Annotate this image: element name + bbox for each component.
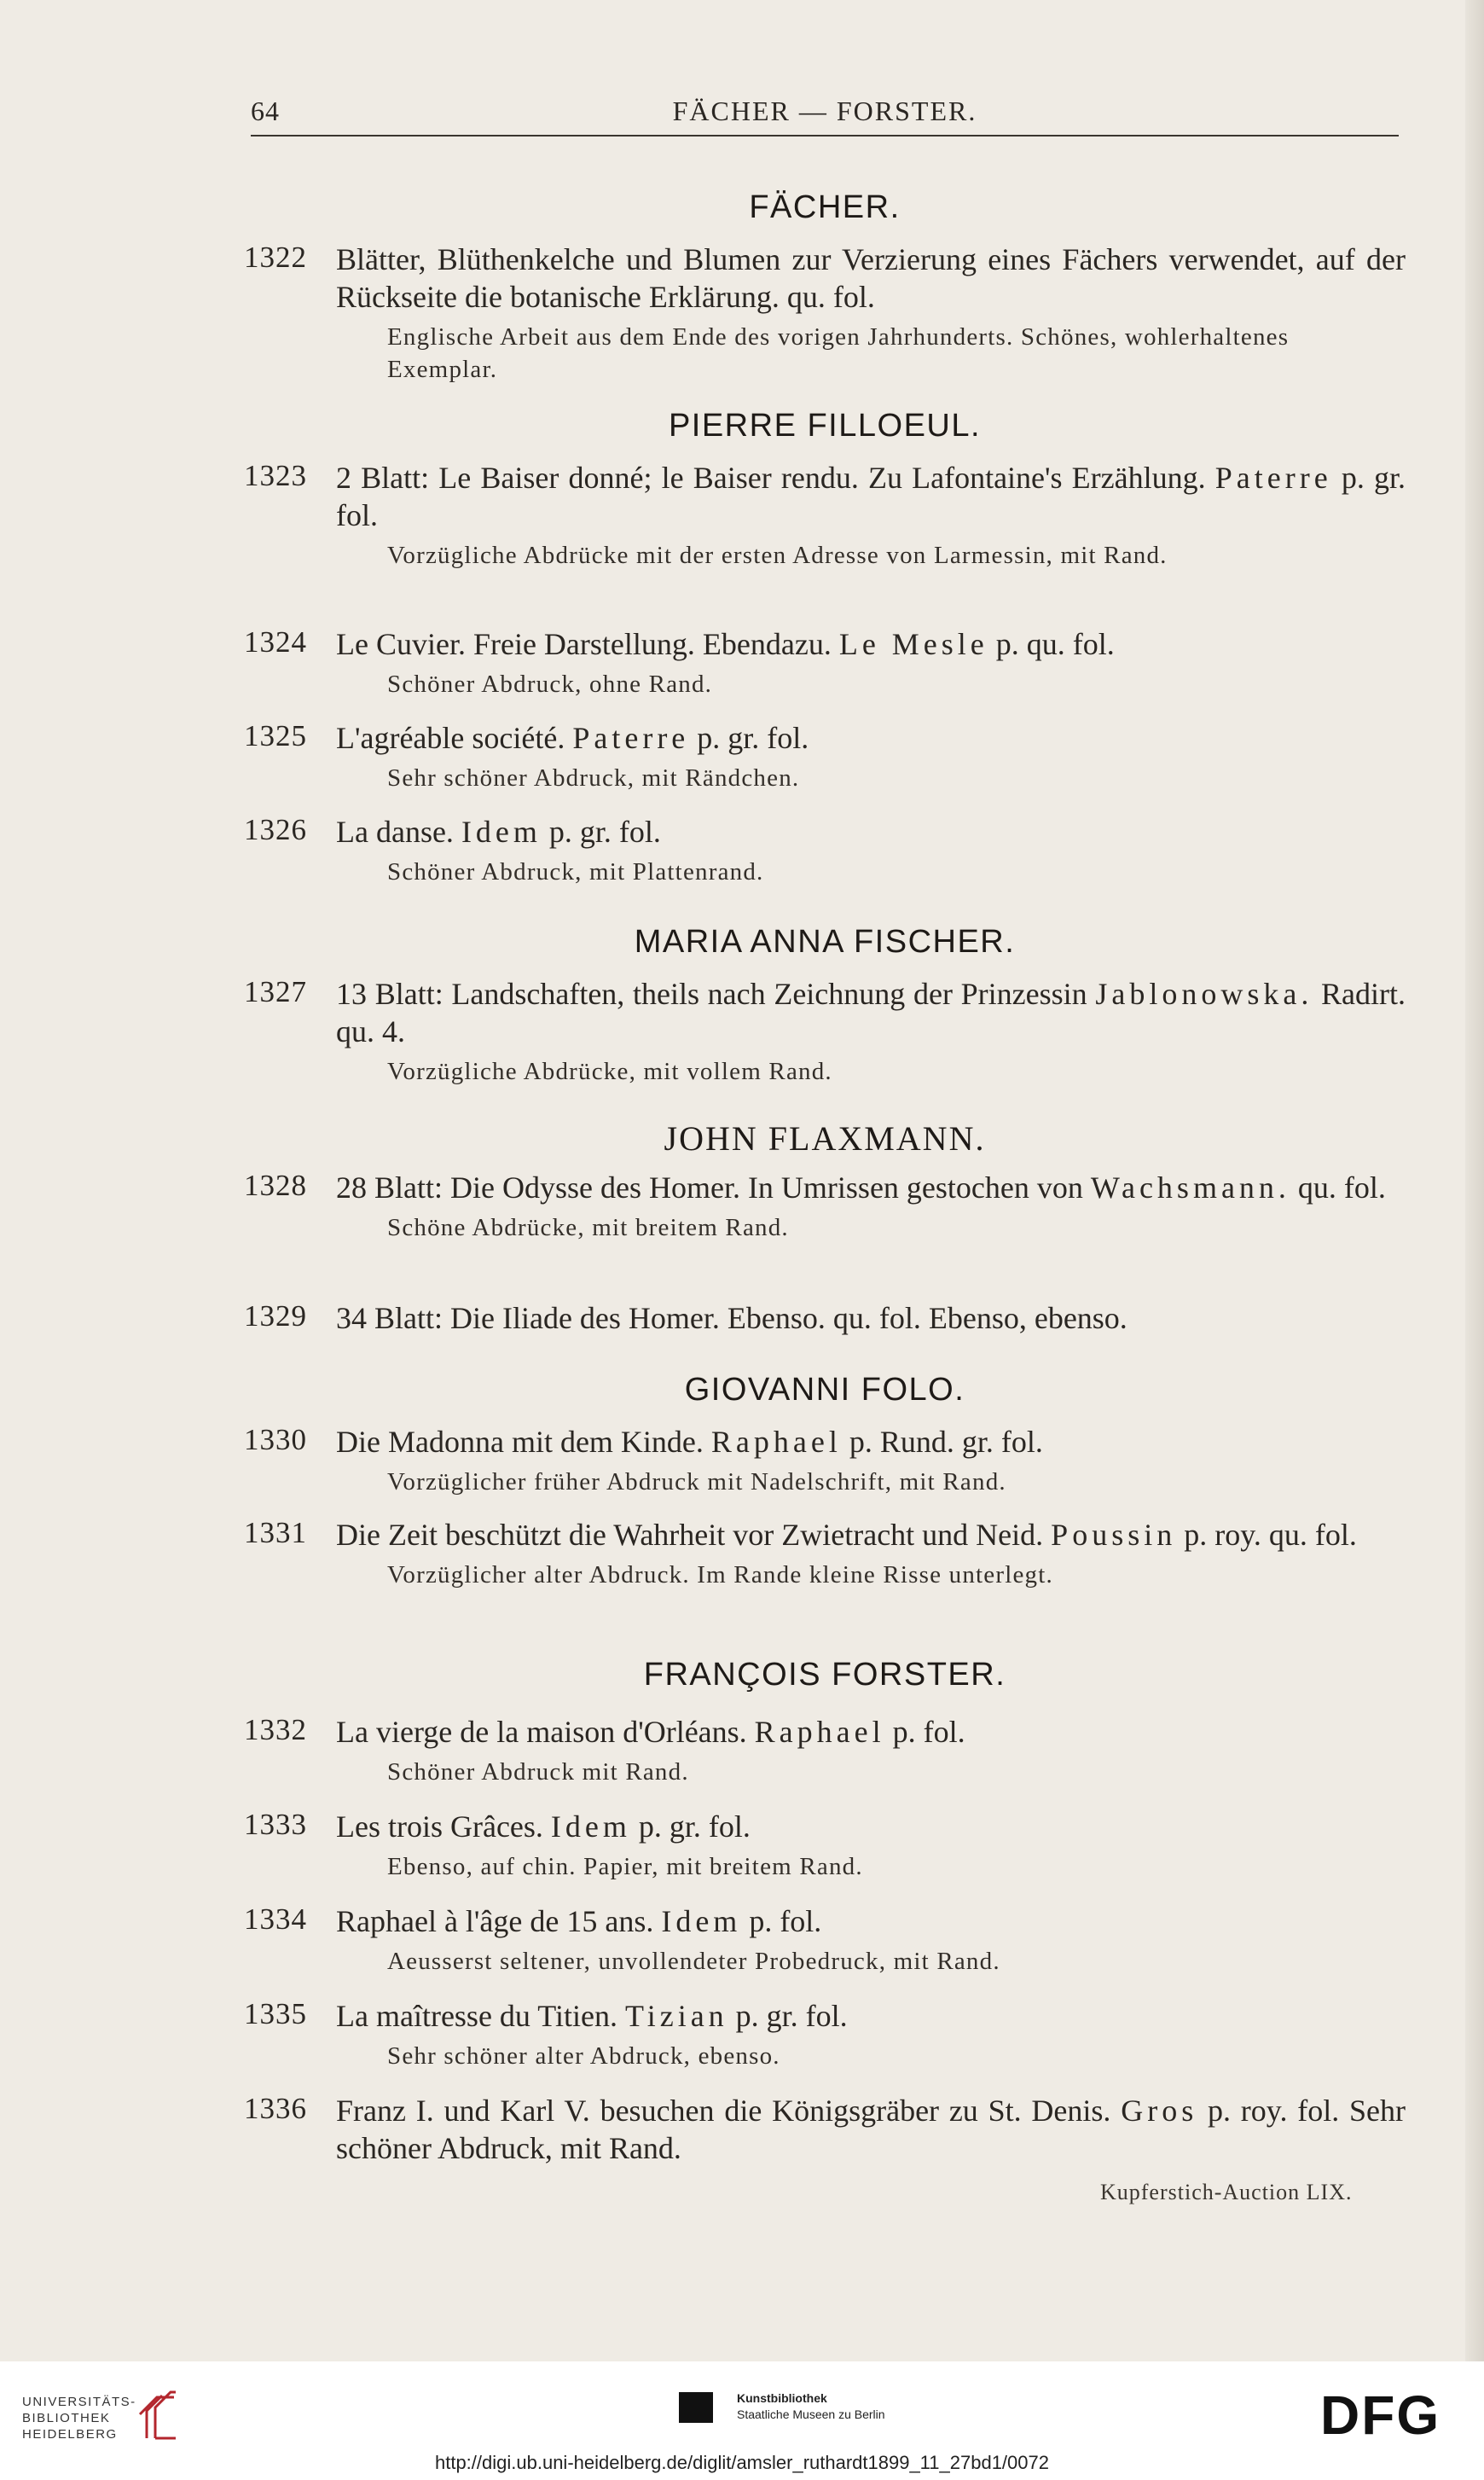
entry-title — [336, 719, 1406, 757]
entry-note: Schöne Abdrücke, mit breitem Rand. — [387, 1214, 789, 1241]
entry-title — [336, 1713, 1406, 1751]
entry-title — [336, 1808, 1406, 1845]
entry-artist: Idem — [550, 1809, 631, 1844]
lot-number: 1325 — [244, 719, 307, 752]
catalogue-entry — [244, 1516, 1406, 1591]
entry-artist: Raphael — [710, 1425, 842, 1459]
entry-title — [336, 1516, 1406, 1554]
entry-title-text: La vierge de la maison d'Orléans. — [336, 1715, 747, 1749]
entry-artist: Idem — [461, 815, 542, 849]
entry-note: Vorzügliche Abdrücke mit der ersten Adresse von Larmessin, mit Rand. — [387, 542, 1168, 569]
lot-number: 1329 — [244, 1299, 307, 1333]
entry-title — [336, 2092, 1406, 2167]
catalogue-entry — [244, 1997, 1406, 2072]
entry-format: p. fol. — [892, 1715, 965, 1749]
lot-number: 1335 — [244, 1997, 307, 2030]
section-heading: MARIA ANNA FISCHER. — [634, 924, 1016, 960]
catalogue-entry — [244, 1902, 1406, 1978]
section-heading: FÄCHER. — [749, 189, 901, 225]
catalogue-entry — [244, 241, 1406, 386]
university-line: UNIVERSITÄTS- — [22, 2395, 136, 2409]
section-heading: JOHN FLAXMANN. — [664, 1119, 986, 1158]
entry-note: Vorzügliche Abdrücke, mit vollem Rand. — [387, 1058, 832, 1085]
entry-note: Schöner Abdruck mit Rand. — [387, 1758, 689, 1786]
entry-artist: Jablonowska. — [1095, 977, 1313, 1011]
lot-number: 1331 — [244, 1516, 307, 1549]
entry-title — [336, 1423, 1406, 1461]
entry-format: Radirt. qu. 4. — [336, 977, 1406, 1048]
entry-title — [336, 459, 1406, 534]
section-heading: GIOVANNI FOLO. — [684, 1372, 965, 1408]
lot-number: 1322 — [244, 241, 307, 274]
catalogue-entry — [244, 975, 1406, 1088]
university-line: BIBLIOTHEK — [22, 2411, 111, 2425]
university-line: HEIDELBERG — [22, 2427, 118, 2442]
library-name: Kunstbibliothek — [737, 2391, 827, 2405]
section-heading: PIERRE FILLOEUL. — [668, 408, 982, 444]
kunstbibliothek-logo-icon[interactable] — [679, 2392, 713, 2423]
lot-number: 1330 — [244, 1423, 307, 1456]
catalogue-entry — [244, 813, 1406, 888]
entry-artist: Le Mesle — [838, 627, 988, 661]
lot-number: 1332 — [244, 1713, 307, 1746]
catalogue-entry — [244, 1808, 1406, 1883]
entry-format: p. roy. fol. Sehr schöner Abdruck, mit Rand. — [336, 2094, 1406, 2165]
lot-number: 1334 — [244, 1902, 307, 1936]
entry-format: qu. fol. — [1297, 1170, 1386, 1205]
entry-artist: Paterre — [572, 721, 690, 755]
entry-format: p. gr. fol. — [336, 461, 1406, 532]
running-head — [251, 96, 1399, 136]
entry-title — [336, 625, 1406, 663]
entry-title-text: Le Cuvier. Freie Darstellung. Ebendazu. — [336, 627, 832, 661]
lot-number: 1327 — [244, 975, 307, 1008]
university-seal-icon[interactable] — [136, 2389, 177, 2440]
running-title: FÄCHER — FORSTER. — [672, 96, 977, 126]
catalogue-entry — [244, 1299, 1406, 1337]
entry-note: Sehr schöner alter Abdruck, ebenso. — [387, 2042, 780, 2070]
entry-note: Ebenso, auf chin. Papier, mit breitem Rand. — [387, 1853, 863, 1880]
entry-format: p. roy. qu. fol. — [1184, 1518, 1357, 1552]
entry-format: p. gr. fol. — [735, 1999, 848, 2033]
entry-format: p. qu. fol. — [995, 627, 1115, 661]
entry-title-text: L'agréable société. — [336, 721, 565, 755]
catalogue-entry — [244, 1169, 1406, 1244]
catalogue-entry — [244, 1713, 1406, 1788]
entry-note: Sehr schöner Abdruck, mit Rändchen. — [387, 764, 800, 792]
entry-title-text: 2 Blatt: Le Baiser donné; le Baiser rendu. Zu Lafontaine's Erzählung. — [336, 461, 1206, 495]
entry-artist: Gros — [1121, 2094, 1198, 2128]
catalogue-entry — [244, 2092, 1406, 2167]
lot-number: 1326 — [244, 813, 307, 846]
library-credit[interactable] — [737, 2390, 885, 2423]
entry-note: Vorzüglicher früher Abdruck mit Nadelschrift, mit Rand. — [387, 1468, 1006, 1496]
entry-title-text: Die Zeit beschützt die Wahrheit vor Zwietracht und Neid. — [336, 1518, 1044, 1552]
lot-number: 1323 — [244, 459, 307, 492]
page-number: 64 — [251, 96, 280, 126]
entry-format: p. fol. — [749, 1904, 822, 1938]
lot-number: 1333 — [244, 1808, 307, 1841]
entry-title — [336, 975, 1406, 1050]
entry-format: p. gr. fol. — [697, 721, 809, 755]
section-heading: FRANÇOIS FORSTER. — [643, 1657, 1006, 1693]
entry-title — [336, 813, 1406, 851]
university-logo-text[interactable] — [22, 2394, 136, 2442]
permalink-url[interactable]: http://digi.ub.uni-heidelberg.de/diglit/amsler_ruthardt1899_11_27bd1/0072 — [434, 2452, 1049, 2473]
entry-format: p. gr. fol. — [548, 815, 661, 849]
dfg-logo[interactable]: DFG — [1320, 2384, 1441, 2446]
catalogue-entry — [244, 625, 1406, 700]
entry-title-text: Franz I. und Karl V. besuchen die Königsgräber zu St. Denis. — [336, 2094, 1111, 2128]
entry-note: Aeusserst seltener, unvollendeter Probedruck, mit Rand. — [387, 1948, 1000, 1975]
entry-artist: Wachsmann. — [1090, 1170, 1290, 1205]
entry-artist: Idem — [661, 1904, 742, 1938]
entry-note: Englische Arbeit aus dem Ende des vorigen Jahrhunderts. Schönes, wohlerhaltenes Exemplar. — [387, 323, 1290, 383]
entry-artist: Poussin — [1051, 1518, 1177, 1552]
entry-title — [336, 1902, 1406, 1940]
entry-artist: Raphael — [754, 1715, 885, 1749]
entry-note: Schöner Abdruck, ohne Rand. — [387, 671, 713, 698]
entry-title — [336, 1997, 1406, 2035]
page-edge — [1465, 0, 1484, 2361]
catalogue-footer: Kupferstich-Auction LIX. — [1100, 2180, 1353, 2204]
entry-title-text: 28 Blatt: Die Odysse des Homer. In Umrissen gestochen von — [336, 1170, 1083, 1205]
entry-note: Vorzüglicher alter Abdruck. Im Rande kleine Risse unterlegt. — [387, 1561, 1053, 1588]
entry-title: 34 Blatt: Die Iliade des Homer. Ebenso. qu. fol. Ebenso, ebenso. — [336, 1301, 1127, 1335]
entry-title-text: La maîtresse du Titien. — [336, 1999, 617, 2033]
entry-title-text: Les trois Grâces. — [336, 1809, 543, 1844]
lot-number: 1324 — [244, 625, 307, 659]
entry-title-text: Raphael à l'âge de 15 ans. — [336, 1904, 654, 1938]
lot-number: 1336 — [244, 2092, 307, 2125]
catalogue-entry — [244, 459, 1406, 572]
entry-title-text: 13 Blatt: Landschaften, theils nach Zeichnung der Prinzessin — [336, 977, 1087, 1011]
entry-title: Blätter, Blüthenkelche und Blumen zur Verzierung eines Fächers verwendet, auf der Rückseite die botanische Erklärung. qu. fol. — [336, 242, 1406, 314]
catalogue-entry — [244, 719, 1406, 794]
entry-format: p. gr. fol. — [638, 1809, 751, 1844]
entry-title-text: La danse. — [336, 815, 454, 849]
library-subtitle: Staatliche Museen zu Berlin — [737, 2407, 885, 2421]
lot-number: 1328 — [244, 1169, 307, 1202]
entry-format: p. Rund. gr. fol. — [849, 1425, 1043, 1459]
entry-artist: Paterre — [1214, 461, 1332, 495]
entry-artist: Tizian — [624, 1999, 728, 2033]
entry-note: Schöner Abdruck, mit Plattenrand. — [387, 858, 764, 886]
catalogue-entry — [244, 1423, 1406, 1498]
entry-title — [336, 1169, 1406, 1206]
entry-title-text: Die Madonna mit dem Kinde. — [336, 1425, 704, 1459]
